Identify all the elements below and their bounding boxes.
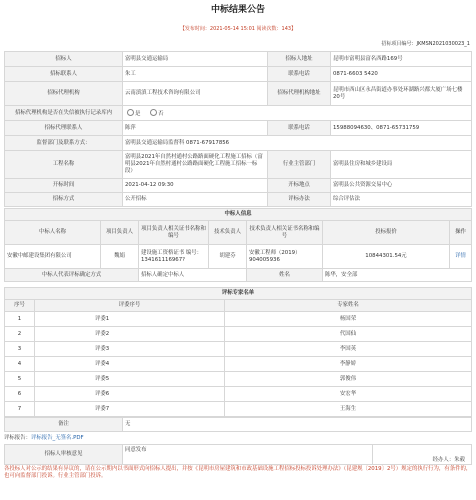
expert-index: 7 [5, 402, 35, 417]
value-agency-contact: 陈萍 [123, 121, 268, 136]
winner-tech-lead: 胡建芬 [209, 245, 247, 269]
table-row [5, 387, 472, 402]
table-row [5, 121, 472, 136]
table-row [5, 82, 472, 106]
value-project-name: 富明县2021年自然村通村公路路面硬化工程施工招标（富明县2021年自然村通村公路路面硬化工程施工招标一标段） [123, 151, 268, 179]
label-open-time: 开标时间 [5, 179, 123, 193]
label-agency-phone: 联系电话 [268, 121, 331, 136]
table-row [5, 312, 472, 327]
expert-judge-no: 评委4 [35, 357, 225, 372]
label-agency-contact: 招标代理联系人 [5, 121, 123, 136]
experts-section-title: 评标专家名单 [5, 288, 472, 300]
header-action: 操作 [450, 221, 472, 245]
report-file-link[interactable]: 评标报告_无签名.PDF [30, 435, 84, 441]
header-bid-price: 投标报价 [323, 221, 450, 245]
header-pm-cert: 项目负责人相关证书名称和编号 [139, 221, 209, 245]
label-authority: 行业主管部门 [268, 151, 331, 179]
expert-judge-no: 评委6 [35, 387, 225, 402]
expert-name: 李静娇 [225, 357, 472, 372]
header-tech-lead: 技术负责人 [209, 221, 247, 245]
table-row [5, 402, 472, 417]
table-row [5, 245, 472, 269]
value-signer: 陈华，安全部 [323, 269, 472, 282]
expert-judge-no: 评委1 [35, 312, 225, 327]
header-index: 序号 [5, 300, 35, 312]
report-label: 评标报告： [4, 435, 31, 441]
expert-judge-no: 评委2 [35, 327, 225, 342]
blacklist-options [123, 106, 472, 121]
value-determine-method: 招标人确定中标人 [139, 269, 247, 282]
table-row [5, 445, 472, 465]
table-row [5, 52, 472, 67]
winner-details-link[interactable]: 详情 [450, 245, 472, 269]
value-supervision: 富明县交通运输局监督科 0871-67917856 [123, 136, 472, 151]
value-agency-address: 昆明市西山区永昌街道办事处环湖路兴都大厦广场七楼20号 [331, 82, 472, 106]
value-agency: 云南滇滇工程技术咨询有限公司 [123, 82, 268, 106]
winner-section [4, 208, 472, 282]
basic-info-table [4, 51, 472, 207]
winner-name: 安徽中邮建设集团有限公司 [5, 245, 101, 269]
header-tech-cert: 技术负责人相关证书名称和编号 [247, 221, 323, 245]
expert-name: 王海生 [225, 402, 472, 417]
label-tenderer-address: 招标人地址 [268, 52, 331, 67]
expert-name: 安宏华 [225, 387, 472, 402]
expert-index: 4 [5, 357, 35, 372]
expert-index: 2 [5, 327, 35, 342]
winner-pm-cert: 建设施工资格证书 编号：134161116967? [139, 245, 209, 269]
expert-index: 1 [5, 312, 35, 327]
value-eval-method: 综合评估法 [331, 193, 472, 207]
page-title: 中标结果公告 [210, 5, 265, 15]
label-project-name: 工程名称 [5, 151, 123, 179]
table-row [5, 151, 472, 179]
winner-pm: 魏娟 [101, 245, 139, 269]
expert-name: 郭俊伟 [225, 372, 472, 387]
expert-judge-no: 评委5 [35, 372, 225, 387]
report-line [4, 432, 472, 444]
label-phone: 联系电话 [268, 67, 331, 82]
opinion-table [4, 444, 472, 465]
expert-name: 杨国荣 [225, 312, 472, 327]
value-open-place: 富明县公共资源交易中心 [331, 179, 472, 193]
radio-no-label: 否 [158, 110, 164, 117]
report-section [4, 432, 472, 465]
table-row [5, 372, 472, 387]
publish-meta: 【发布时间：2021-05-14 15:01 阅读次数：143】 [179, 26, 297, 32]
table-row [5, 106, 472, 121]
project-number: 招标项目编号：JKMSN2021030023_1 [381, 41, 470, 47]
expert-judge-no: 评委3 [35, 342, 225, 357]
header-winner-name: 中标人名称 [5, 221, 101, 245]
value-opinion: 同意发布 [123, 445, 373, 465]
value-tenderer-address: 昆明市富明县富名西路169号 [331, 52, 472, 67]
table-row [5, 418, 472, 432]
table-row [5, 221, 472, 245]
value-open-time: 2021-04-12 09:30 [123, 179, 268, 193]
label-eval-method: 评标办法 [268, 193, 331, 207]
value-remark: 无 [123, 418, 472, 432]
value-phone: 0871-6603 5420 [331, 67, 472, 82]
label-bid-method: 招标方式 [5, 193, 123, 207]
expert-index: 6 [5, 387, 35, 402]
table-row [5, 357, 472, 372]
value-bid-method: 公开招标 [123, 193, 268, 207]
label-contact: 招标联系人 [5, 67, 123, 82]
label-agency-address: 招标代理机构地址 [268, 82, 331, 106]
winner-table [4, 208, 472, 282]
label-tenderer: 招标人 [5, 52, 123, 67]
radio-yes[interactable] [127, 109, 134, 116]
table-row [5, 209, 472, 221]
winner-tech-cert: 安徽工程师（2019）904005936 [247, 245, 323, 269]
expert-index: 3 [5, 342, 35, 357]
header-expert-name: 专家姓名 [225, 300, 472, 312]
label-remark: 备注 [5, 418, 123, 432]
table-row [5, 67, 472, 82]
label-opinion: 招标人审核意见 [5, 445, 123, 465]
remark-table [4, 417, 472, 432]
expert-name: 代国仙 [225, 327, 472, 342]
expert-index: 5 [5, 372, 35, 387]
label-agency: 招标代理机构 [5, 82, 123, 106]
basic-info-section [4, 51, 472, 207]
value-tenderer: 富明县交通运输局 [123, 52, 268, 67]
table-row [5, 327, 472, 342]
label-determine-method: 中标人代表评标确定方式 [5, 269, 139, 282]
table-row [5, 193, 472, 207]
label-supervision: 监督部门及联系方式： [5, 136, 123, 151]
label-open-place: 开标地点 [268, 179, 331, 193]
radio-yes-label: 是 [135, 110, 141, 117]
table-row [5, 136, 472, 151]
table-row [5, 288, 472, 300]
value-agency-phone: 15988094630、0871-65731759 [331, 121, 472, 136]
label-blacklist: 招标代理机构是否在失信被执行记录库内 [5, 106, 123, 121]
expert-judge-no: 评委7 [35, 402, 225, 417]
experts-table [4, 287, 472, 417]
radio-no[interactable] [150, 109, 157, 116]
winner-bid-price: 10844301.54元 [323, 245, 450, 269]
winner-section-title: 中标人信息 [5, 209, 472, 221]
experts-section [4, 287, 472, 432]
opinion-approver: 经办人：朱毅 [373, 445, 472, 465]
table-row [5, 179, 472, 193]
table-row [5, 342, 472, 357]
value-contact: 朱工 [123, 67, 268, 82]
table-row [5, 269, 472, 282]
header-judge-no: 评委序号 [35, 300, 225, 312]
label-signer: 姓名 [247, 269, 323, 282]
table-row [5, 300, 472, 312]
objection-notice: 各投标人对公示的结果有异议的，请在公示期内以书面形式向招标人提出，并按《昆明市房屋建筑和市政基础设施工程招标投标投诉处理办法》（昆建规〔2019〕2号）规定的执行行为，有条件的，也可向监督部门投诉。行业主管部门投诉。 [4, 466, 472, 480]
header-pm: 项目负责人 [101, 221, 139, 245]
value-authority: 富明县住房和城乡建设局 [331, 151, 472, 179]
expert-name: 李国英 [225, 342, 472, 357]
